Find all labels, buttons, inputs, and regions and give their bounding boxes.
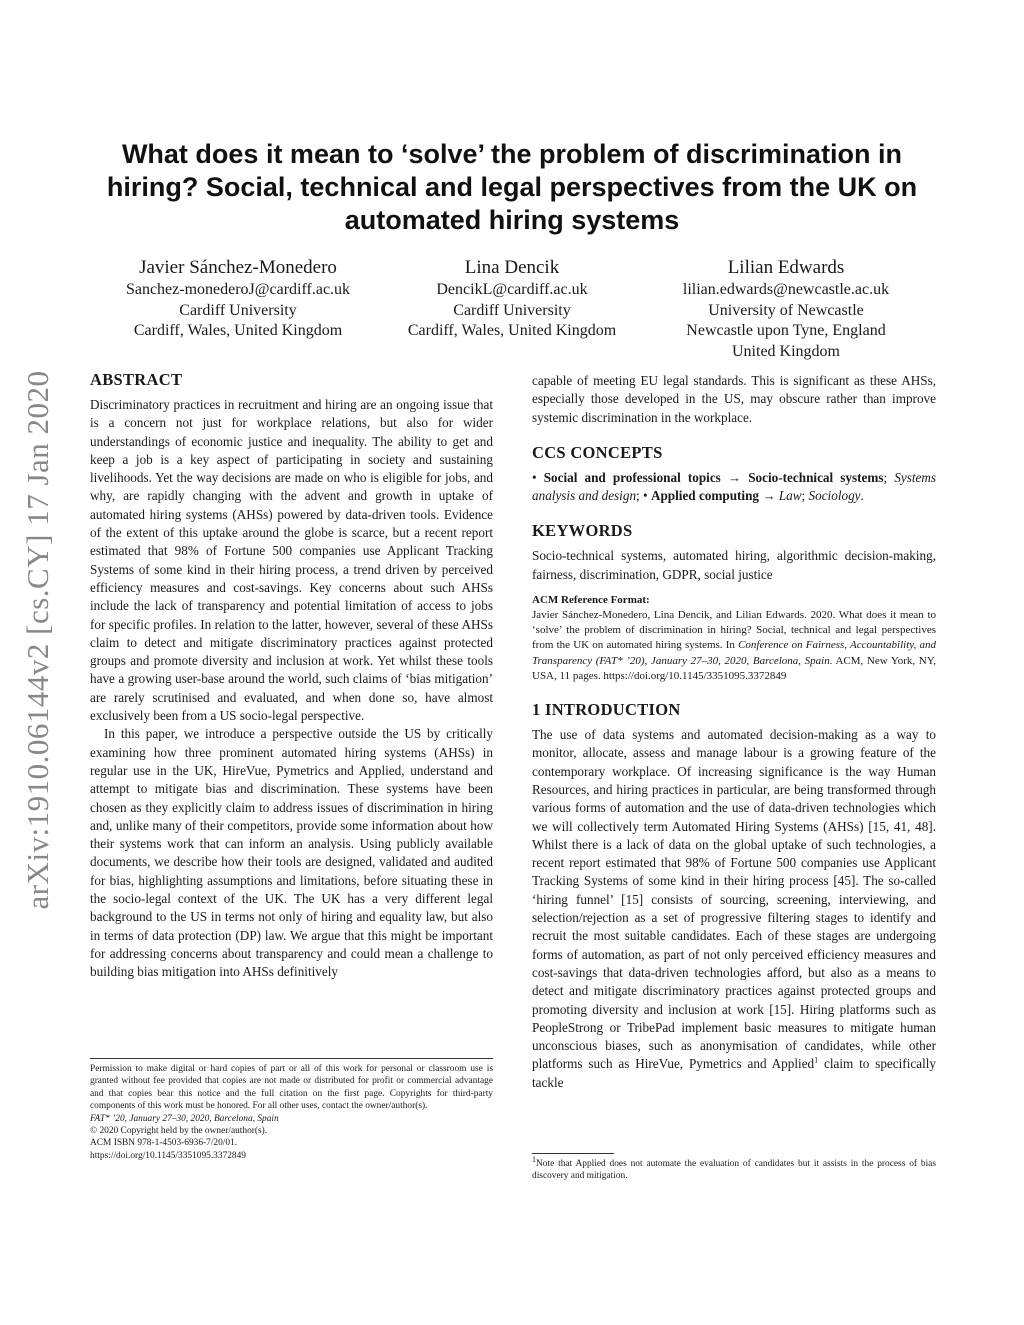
keywords-list: Socio-technical systems, automated hiring, algorithmic decision-making, fairness, discrimination, GDPR, social justice xyxy=(532,548,936,582)
author-block xyxy=(636,256,936,362)
footnote-divider xyxy=(90,1058,493,1059)
abstract-continuation: capable of meeting EU legal standards. This is significant as these AHSs, especially those developed in the US, may obscure rather than improve systemic discrimination in the workplace. xyxy=(532,373,936,425)
author-location: Cardiff, Wales, United Kingdom xyxy=(133,322,343,339)
conference-info: FAT* ’20, January 27–30, 2020, Barcelona, Spain xyxy=(90,1113,279,1124)
author-affiliation: Cardiff University xyxy=(453,301,571,319)
author-location: Cardiff, Wales, United Kingdom xyxy=(407,322,617,339)
ccs-concepts: • Social and professional topics → Socio-technical systems; Systems analysis and design; • Applied computing → Law; Sociology. xyxy=(532,469,937,504)
author-email: lilian.edwards@newcastle.ac.uk xyxy=(682,281,890,298)
author-email: DencikL@cardiff.ac.uk xyxy=(436,281,588,298)
footnote-marker: 1 xyxy=(814,1056,819,1066)
introduction-paragraph: The use of data systems and automated decision-making as a way to monitor, allocate, assess and manage labour is a growing feature of the contemporary workplace. Of increasing significance is the way Human Resources, and hiring practices in particular, are being transformed through various forms of automation and the use of data-driven technologies which we will collectively term Automated Hiring Systems (AHSs) [15, 41, 48]. Whilst there is a lack of data on the global uptake of such technologies, a recent report estimated that 98% of Fortune 500 companies use Applicant Tracking Systems of some kind in their hiring process [45]. The so-called ‘hiring funnel’ [15] consists of sourcing, screening, interviewing, and selection/rejection as a set of progressive filtering stages to identify and recruit the most suitable candidates. Each of these stages are undergoing forms of automation, as part of not only perceived efficiency measures and cost-savings that data-driven technologies afford, but also as a means to detect and mitigate discriminatory practices against protected groups and promoting diversity and inclusion at work [15]. Hiring platforms such as PeopleStrong or TribePad implement basic measures to mitigate human unconscious biases, such as anonymisation of candidates, while other platforms such as HireVue, Pymetrics and Applied$^1$ claim to specifically tackle xyxy=(532,727,936,1090)
author-block xyxy=(88,256,388,342)
author-block xyxy=(362,256,662,342)
right-column xyxy=(532,372,936,1092)
author-location: Newcastle upon Tyne, England xyxy=(686,322,886,339)
footnote: $^1$Note that Applied does not automate the evaluation of candidates but it assists in the process of bias discovery and mitigation. xyxy=(532,1154,936,1182)
author-name: Lina Dencik xyxy=(464,257,560,278)
left-column xyxy=(90,370,493,982)
ccs-heading: CCS CONCEPTS xyxy=(532,442,663,462)
permission-notice xyxy=(90,1063,493,1162)
introduction-heading: 1 INTRODUCTION xyxy=(532,700,681,720)
doi-link[interactable]: https://doi.org/10.1145/3351095.3372849 xyxy=(90,1150,246,1161)
author-affiliation: University of Newcastle xyxy=(708,301,864,319)
abstract-heading: ABSTRACT xyxy=(90,370,183,389)
abstract-paragraph: Discriminatory practices in recruitment and hiring are an ongoing issue that is a concern not just for workplace relations, but also for wider understandings of economic justice and inequality. The ability to get and keep a job is a key aspect of participating in society and sustaining livelihoods. Yet the way decisions are made on who is eligible for jobs, and why, are rapidly changing with the advent and growth in uptake of automated hiring systems (AHSs) powered by data-driven tools. Evidence of the extent of this uptake around the globe is scarce, but a recent report estimated that 98% of Fortune 500 companies use Applicant Tracking Systems of some kind in their hiring process, a trend driven by perceived efficiency measures and cost-savings. Key concerns about such AHSs include the lack of transparency and potential limitation of access to jobs for specific profiles. In relation to the latter, however, several of these AHSs claim to detect and mitigate discriminatory practices against protected groups and promote diversity and inclusion at work. Yet whilst these tools have a growing user-base around the world, such claims of ‘bias mitigation’ are rarely scrutinised and evaluated, and when done so, have almost exclusively been from a US socio-legal perspective. xyxy=(90,397,493,724)
isbn-line: ACM ISBN 978-1-4503-6936-7/20/01. xyxy=(90,1138,238,1149)
acm-reference-text: Javier Sánchez-Monedero, Lina Dencik, and Lilian Edwards. 2020. What does it mean to ‘solve’ the problem of discrimination in hiring? Social, technical and legal perspectives from the UK on automated hiring systems. In Conference on Fairness, Accountability, and Transparency (FAT* ’20), January 27–30, 2020, Barcelona, Spain. ACM, New York, NY, USA, 11 pages. https://doi.org/10.1145/3351095.3372849 xyxy=(532,609,936,682)
acm-reference-heading: ACM Reference Format: xyxy=(532,594,650,607)
paper-title: What does it mean to ‘solve’ the problem of discrimination in hiring? Social, technical and legal perspectives from the UK on automated hiring systems xyxy=(106,139,918,235)
author-name: Javier Sánchez-Monedero xyxy=(139,257,337,278)
permission-text: Permission to make digital or hard copies of part or all of this work for personal or classroom use is granted without fee provided that copies are not made or distributed for profit or commercial advantage and that copies bear this notice and the full citation on the first page. Copyrights for third-party components of this work must be honored. For all other uses, contact the owner/author(s). xyxy=(90,1064,493,1112)
author-name: Lilian Edwards xyxy=(727,257,845,278)
footnote-divider xyxy=(532,1153,614,1154)
keywords-heading: KEYWORDS xyxy=(532,521,633,541)
abstract-paragraph: In this paper, we introduce a perspective outside the US by critically examining how three prominent automated hiring systems (AHSs) in regular use in the UK, HireVue, Pymetrics and Applied, understand and attempt to mitigate bias and discrimination. These systems have been chosen as they explicitly claim to address issues of discrimination in hiring and, unlike many of their competitors, provide some information about how their systems work that can inform an analysis. Using publicly available documents, we describe how their tools are designed, validated and audited for bias, highlighting assumptions and limitations, before situating these in the socio-legal context of the UK. The UK has a very different legal background to the US in terms not only of hiring and equality law, but also in terms of data protection (DP) law. We argue that this might be important for addressing concerns about transparency and could mean a challenge to building bias mitigation into AHSs definitively xyxy=(90,726,493,980)
author-location-country: United Kingdom xyxy=(732,342,840,360)
author-affiliation: Cardiff University xyxy=(179,301,297,319)
copyright-line: © 2020 Copyright held by the owner/author(s). xyxy=(90,1126,268,1137)
author-email: Sanchez-monederoJ@cardiff.ac.uk xyxy=(125,281,351,298)
arxiv-identifier: arXiv:1910.06144v2 [cs.CY] 17 Jan 2020 xyxy=(20,370,55,910)
